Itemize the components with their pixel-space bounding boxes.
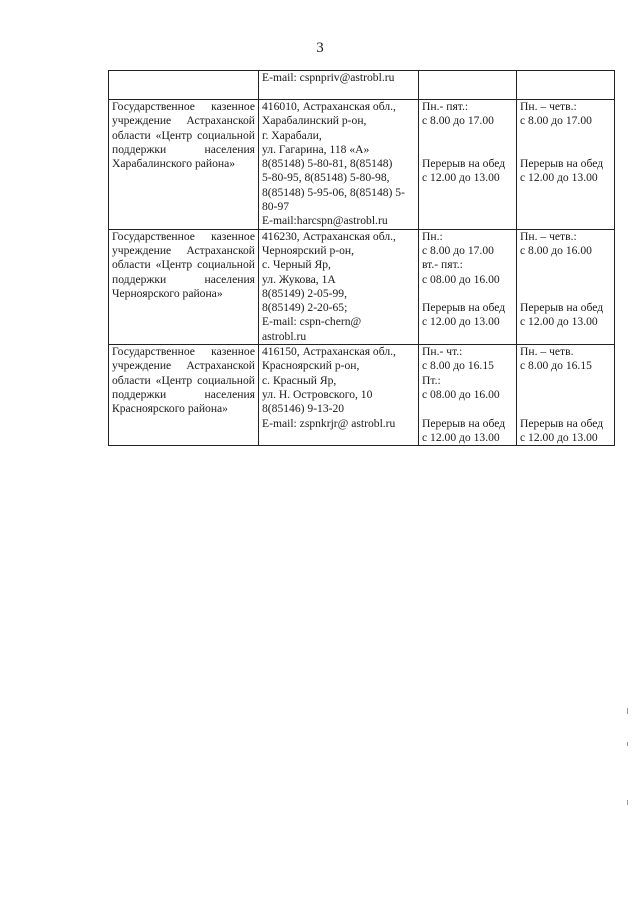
schedule-days: Пн. – четв. [520,345,574,359]
break-hours: с 12.00 до 13.00 [520,171,598,185]
break-hours: с 12.00 до 13.00 [422,430,500,444]
schedule-days: Пн.- чт.: [422,345,463,359]
schedule-hours: с 08.00 до 16.00 [422,272,500,286]
institution-name: Государственное казенное учреждение Астраханской области «Центр социальной поддержки населения Черноярского района» [109,229,259,344]
email-text: astrobl.ru [262,329,307,343]
phone-line: 8(85149) 2-05-99, [262,286,348,300]
break-hours: с 12.00 до 13.00 [422,171,500,185]
address-line: Харабалинский р-он, [262,114,367,128]
schedule-days: Пн. – четв.: [520,229,577,243]
institution-name: Государственное казенное учреждение Астраханской области «Центр социальной поддержки населения Харабалинского района» [109,100,259,230]
phone-line: 8(85148) 5-95-06, 8(85148) 5- [262,185,405,199]
institution-cell [109,71,259,100]
break-label: Перерыв на обед [422,157,506,171]
address-line: ул. Н. Островского, 10 [262,387,373,401]
address-cell [259,71,419,100]
schedule-hours: с 8.00 до 16.15 [422,359,494,373]
schedule-cell [419,229,517,344]
scan-edge-mark [627,800,628,805]
page-number: 3 [316,40,324,56]
schedule-hours: с 08.00 до 16.00 [422,387,500,401]
table-row [109,229,615,344]
schedule-hours: с 8.00 до 17.00 [422,243,494,257]
schedule-cell [517,100,615,230]
break-label: Перерыв на обед [520,157,604,171]
break-label: Перерыв на обед [422,301,506,315]
schedule-cell [517,71,615,100]
schedule-days: Пн. – четв.: [520,100,577,113]
schedule-hours: с 8.00 до 16.15 [520,359,592,373]
address-line: г. Харабали, [262,128,322,142]
break-label: Перерыв на обед [520,416,604,430]
address-line: 416150, Астраханская обл., [262,345,396,359]
schedule-cell [419,71,517,100]
address-line: ул. Жукова, 1А [262,272,336,286]
address-cell [259,100,419,230]
email-text: E-mail: cspn-chern@ [262,315,362,329]
schedule-cell [517,345,615,446]
address-line: с. Красный Яр, [262,373,337,387]
table-row [109,345,615,446]
schedule-days: вт.- пят.: [422,258,463,272]
schedule-days: Пт.: [422,373,441,387]
schedule-days: Пн.- пят.: [422,100,469,113]
break-label: Перерыв на обед [520,301,604,315]
schedule-cell [517,229,615,344]
schedule-hours: с 8.00 до 16.00 [520,243,592,257]
break-label: Перерыв на обед [422,416,506,430]
phone-line: 8(85148) 5-80-81, 8(85148) [262,157,393,171]
schedule-days: Пн.: [422,229,443,243]
break-hours: с 12.00 до 13.00 [520,315,598,329]
schedule-cell [419,345,517,446]
email-text: E-mail: zspnkrjr@ astrobl.ru [262,416,396,430]
address-line: Черноярский р-он, [262,243,355,257]
schedule-hours: с 8.00 до 17.00 [520,114,592,128]
address-line: ул. Гагарина, 118 «А» [262,142,370,156]
scan-edge-mark [627,742,628,746]
address-cell [259,229,419,344]
address-cell [259,345,419,446]
break-hours: с 12.00 до 13.00 [422,315,500,329]
address-line: 416010, Астраханская обл., [262,100,396,113]
email-text: E-mail: cspnpriv@astrobl.ru [262,71,395,84]
phone-line: 5-80-95, 8(85148) 5-80-98, [262,171,390,185]
phone-line: 8(85149) 2-20-65; [262,301,348,315]
address-line: с. Черный Яр, [262,258,331,272]
break-hours: с 12.00 до 13.00 [520,430,598,444]
phone-line: 8(85146) 9-13-20 [262,402,345,416]
scan-edge-mark [627,708,628,714]
table-row [109,100,615,230]
phone-line: 80-97 [262,200,290,214]
institution-name: Государственное казенное учреждение Астраханской области «Центр социальной поддержки населения Красноярского района» [109,345,259,446]
schedule-cell [419,100,517,230]
services-table [108,70,615,446]
table-row [109,71,615,100]
schedule-hours: с 8.00 до 17.00 [422,114,494,128]
address-line: Красноярский р-он, [262,359,360,373]
email-text: E-mail:harcspn@astrobl.ru [262,214,388,228]
address-line: 416230, Астраханская обл., [262,229,396,243]
